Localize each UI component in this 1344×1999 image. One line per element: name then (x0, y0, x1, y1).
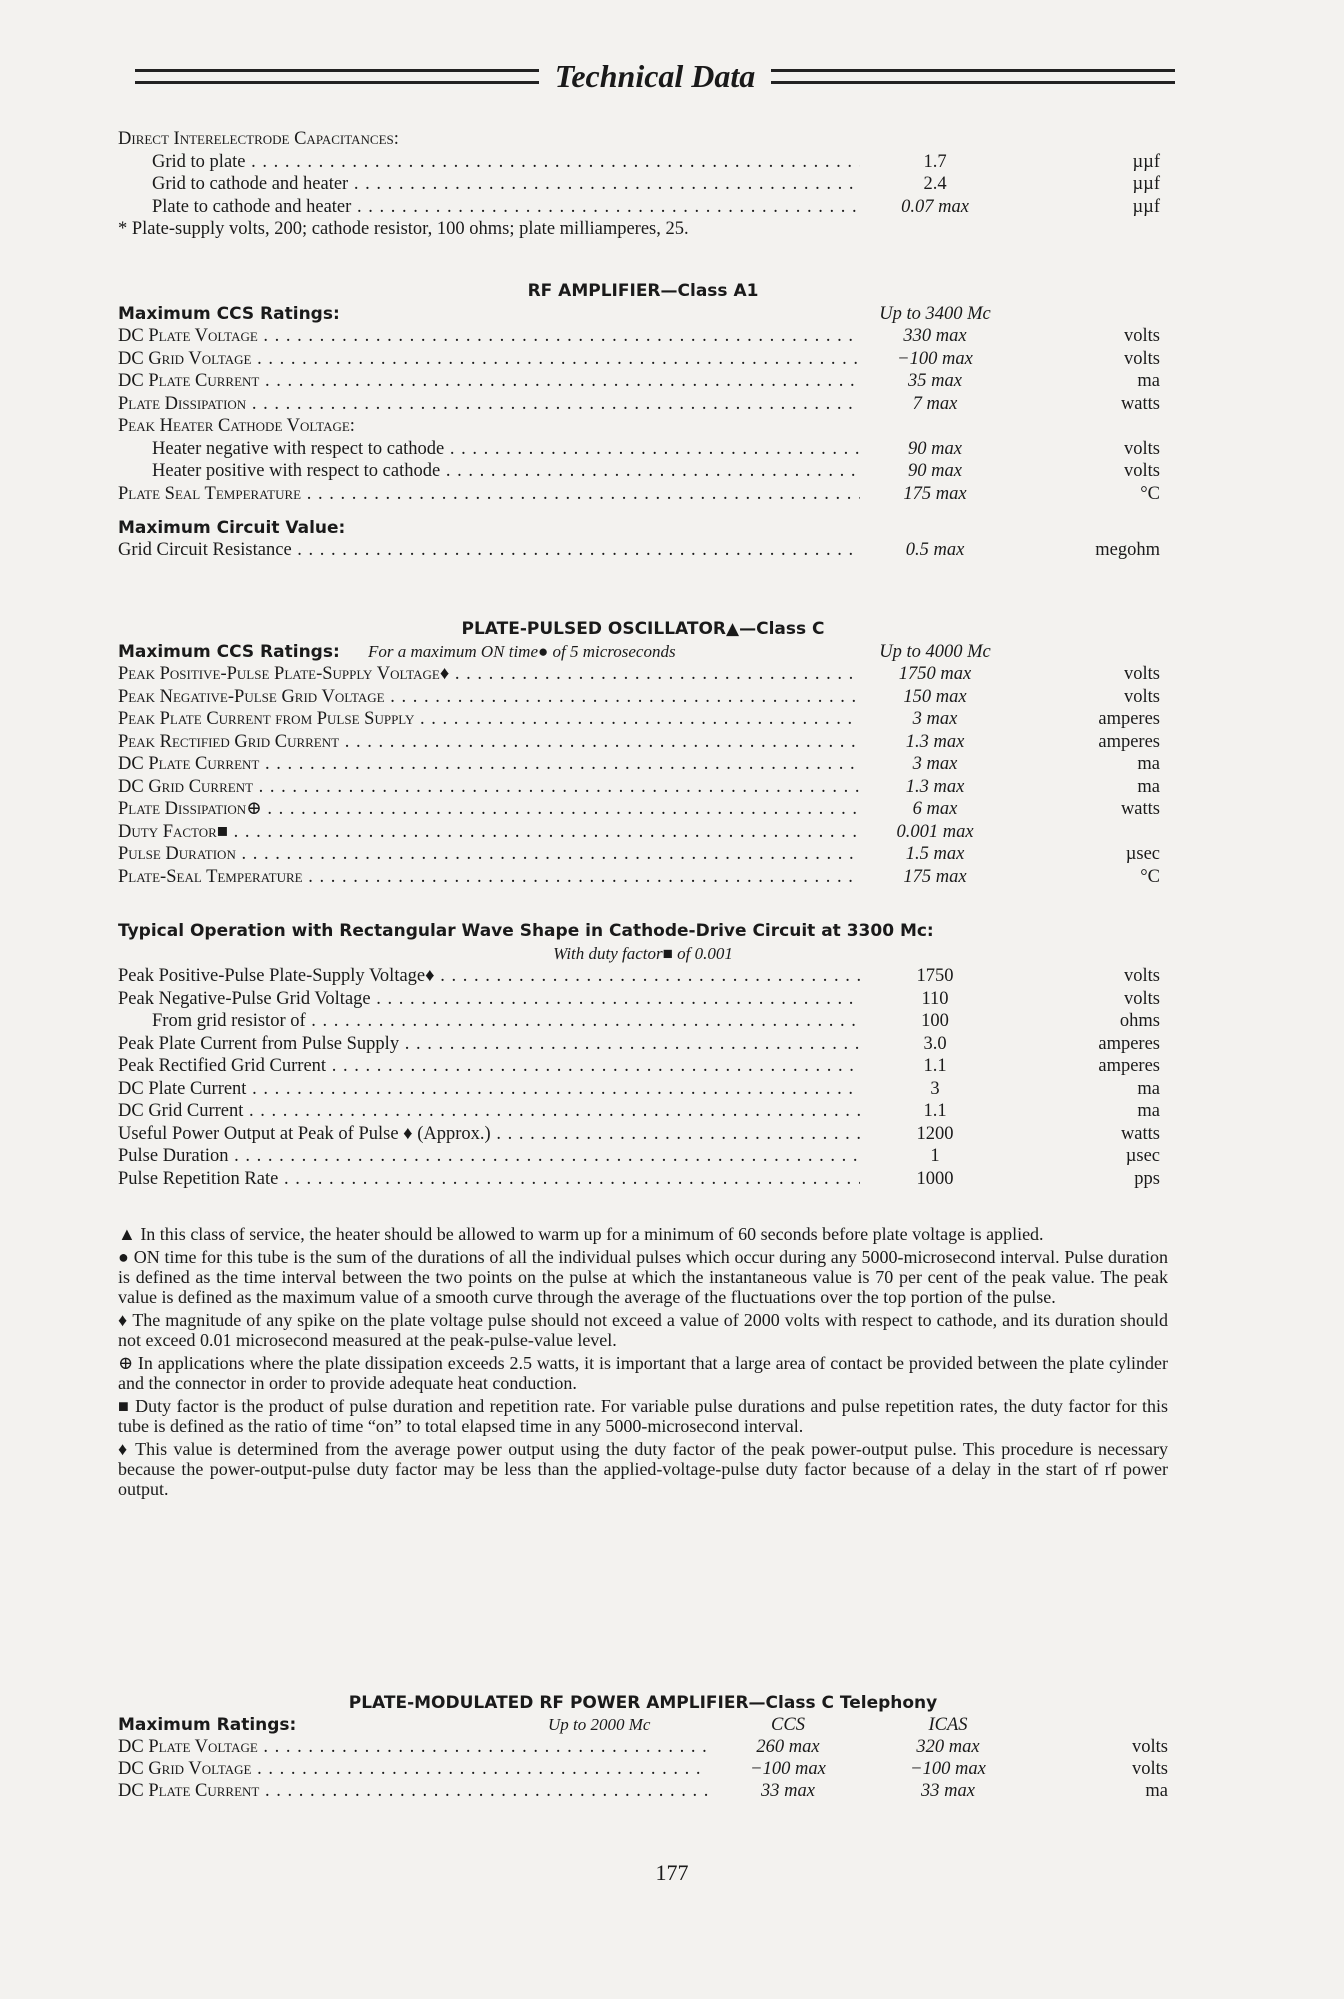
ratings-heading: Maximum Ratings: (118, 1715, 297, 1735)
typical-operation-section (118, 920, 1168, 1190)
rf-amplifier-section (118, 280, 1168, 562)
table-row: DC Plate Current . . . 3 ma (118, 1078, 1168, 1101)
footnotes (118, 1224, 1168, 1502)
table-row: From grid resistor of . . . 100 ohms (118, 1010, 1168, 1033)
circuit-value-heading: Maximum Circuit Value: (118, 517, 346, 538)
column-heading: Up to 2000 Mc (548, 1715, 651, 1734)
table-row: Heater positive with respect to cathode . . . 90 max volts (118, 460, 1168, 483)
table-row: Peak Plate Current from Pulse Supply . . . 3 max amperes (118, 708, 1168, 731)
footnote: ● ON time for this tube is the sum of the durations of all the individual pulses which occur during any 5000-microsecond interval. Pulse duration is defined as the time interval between the two points on the pulse at which the instantaneous value is 70 per cent of the peak value. The peak value is defined as the maximum value of a smooth curve through the average of the fluctuations over the top portion of the pulse. (118, 1247, 1168, 1307)
table-row: Peak Rectified Grid Current . . . 1.1 amperes (118, 1055, 1168, 1078)
header-rule-left (135, 69, 539, 84)
column-heading: Up to 4000 Mc (879, 641, 991, 662)
table-row: Duty Factor■ . . . 0.001 max (118, 821, 1168, 844)
table-row: DC Grid Current . . . 1.1 ma (118, 1100, 1168, 1123)
ratings-heading: Maximum CCS Ratings: (118, 641, 340, 662)
table-row: Grid Circuit Resistance . . . 0.5 max megohm (118, 539, 1168, 562)
table-row: DC Grid Voltage . . . −100 max volts (118, 348, 1168, 371)
capacitances-heading: Direct Interelectrode Capacitances: (118, 129, 399, 149)
table-row: Grid to cathode and heater . . . 2.4 µµf (118, 173, 1168, 196)
table-row: DC Plate Current . . . 35 max ma (118, 370, 1168, 393)
oscillator-title: PLATE-PULSED OSCILLATOR▲—Class C (461, 619, 825, 639)
table-row: DC Plate Current . . . 3 max ma (118, 753, 1168, 776)
capacitances-section (118, 128, 1168, 241)
table-row: Pulse Repetition Rate . . . 1000 pps (118, 1168, 1168, 1191)
page-header (135, 56, 1175, 96)
table-row: Plate Dissipation . . . 7 max watts (118, 393, 1168, 416)
table-row: Pulse Duration . . . 1 µsec (118, 1145, 1168, 1168)
table-row: Plate-Seal Temperature . . . 175 max °C (118, 866, 1168, 889)
ratings-heading: Maximum CCS Ratings: (118, 303, 340, 324)
table-row: Peak Negative-Pulse Grid Voltage . . . 110 volts (118, 988, 1168, 1011)
table-row: Pulse Duration . . . 1.5 max µsec (118, 843, 1168, 866)
typical-operation-title: Typical Operation with Rectangular Wave Shape in Cathode-Drive Circuit at 3300 Mc: (118, 921, 934, 941)
oscillator-section (118, 618, 1168, 888)
table-row: Plate Dissipation⊕ . . . 6 max watts (118, 798, 1168, 821)
table-row: Plate Seal Temperature . . . 175 max °C (118, 483, 1168, 506)
table-row: DC Grid Current . . . 1.3 max ma (118, 776, 1168, 799)
table-row: DC Plate Voltage . . . 260 max 320 max volts (118, 1736, 1168, 1758)
table-row: Peak Positive-Pulse Plate-Supply Voltage♦ . . . 1750 volts (118, 965, 1168, 988)
column-heading: CCS (771, 1715, 805, 1735)
table-row: Peak Positive-Pulse Plate-Supply Voltage♦ . . . 1750 max volts (118, 663, 1168, 686)
capacitances-footnote: * Plate-supply volts, 200; cathode resistor, 100 ohms; plate milliamperes, 25. (118, 219, 689, 239)
footnote: ♦ The magnitude of any spike on the plate voltage pulse should not exceed a value of 2000 volts with respect to cathode, and its duration should not exceed 0.01 microsecond measured at the peak-pulse-value level. (118, 1310, 1168, 1350)
table-row: Grid to plate . . . 1.7 µµf (118, 151, 1168, 174)
table-row: Heater negative with respect to cathode . . . 90 max volts (118, 438, 1168, 461)
oscillator-subtitle: For a maximum ON time● of 5 microseconds (368, 641, 676, 661)
table-row: DC Plate Voltage . . . 330 max volts (118, 325, 1168, 348)
footnote: ⊕ In applications where the plate dissipation exceeds 2.5 watts, it is important that a large area of contact be provided between the plate cylinder and the connector in order to provide adequate heat conduction. (118, 1353, 1168, 1393)
column-heading: Up to 3400 Mc (879, 303, 991, 324)
rf-amplifier-title: RF AMPLIFIER—Class A1 (527, 281, 759, 301)
column-heading: ICAS (928, 1715, 968, 1735)
table-row: Peak Plate Current from Pulse Supply . . . 3.0 amperes (118, 1033, 1168, 1056)
table-row: Peak Heater Cathode Voltage: (118, 416, 355, 436)
table-row: Peak Rectified Grid Current . . . 1.3 max amperes (118, 731, 1168, 754)
plate-modulated-section (118, 1692, 1168, 1802)
table-row: Plate to cathode and heater . . . 0.07 max µµf (118, 196, 1168, 219)
header-rule-right (771, 69, 1175, 84)
footnote: ▲ In this class of service, the heater should be allowed to warm up for a minimum of 60 seconds before plate voltage is applied. (118, 1224, 1044, 1244)
footnote: ■ Duty factor is the product of pulse duration and repetition rate. For variable pulse durations and pulse repetition rates, the duty factor for this tube is defined as the ratio of time “on” to total elapsed time in any 5000-microsecond interval. (118, 1396, 1168, 1436)
table-row: Useful Power Output at Peak of Pulse ♦ (Approx.) . . . 1200 watts (118, 1123, 1168, 1146)
plate-modulated-title: PLATE-MODULATED RF POWER AMPLIFIER—Class C Telephony (348, 1693, 938, 1713)
page-number: 177 (655, 1860, 689, 1885)
footnote: ♦ This value is determined from the average power output using the duty factor of the peak power-output pulse. This procedure is necessary because the power-output-pulse duty factor may be less than the applied-voltage-pulse duty factor because of a delay in the start of rf power output. (118, 1439, 1168, 1499)
table-row: Peak Negative-Pulse Grid Voltage . . . 150 max volts (118, 686, 1168, 709)
table-row: DC Grid Voltage . . . −100 max −100 max volts (118, 1758, 1168, 1780)
typical-operation-subtitle: With duty factor■ of 0.001 (553, 943, 733, 963)
page-title: Technical Data (554, 57, 756, 94)
table-row: DC Plate Current . . . 33 max 33 max ma (118, 1780, 1168, 1802)
